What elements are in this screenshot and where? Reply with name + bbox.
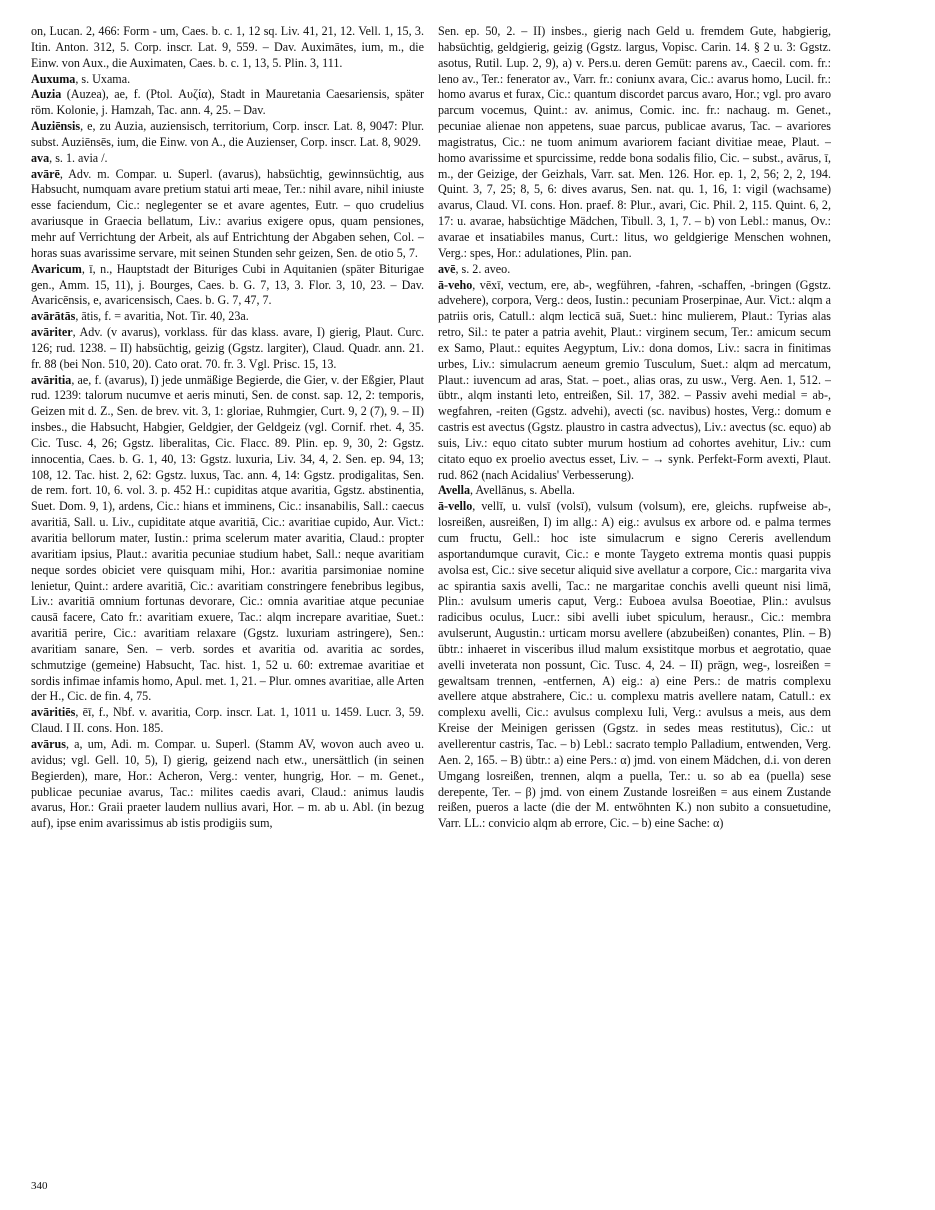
entry: on, Lucan. 2, 466: Form - um, Caes. b. c. 1, 12 sq. Liv. 41, 21, 12. Vell. 1, 15, 3. Itin. Anton. 312, 5. Corp. inscr. Lat. 9, 559. – Dav. Auximātes, ium, m., die Einw. von Aux., die Auximaten, Caes. b. c. 1, 13, 5. Plin. 3, 111. bbox=[31, 24, 424, 70]
headword: ava bbox=[31, 150, 50, 165]
headword: avārē bbox=[31, 166, 60, 181]
entry: Avella, Avellānus, s. Abella. bbox=[438, 483, 575, 498]
entry: avāritiēs, ēī, f., Nbf. v. avaritia, Corp. inscr. Lat. 1, 1011 u. 1459. Lucr. 3, 59. Claud. I II. cons. Hon. 185. bbox=[31, 705, 424, 736]
entry: avārē, Adv. m. Compar. u. Superl. (avarus), habsüchtig, gewinnsüchtig, aus Habsucht, numquam avare pretium statui arti meae, Ter.: nihil avare, nihil iniuste esse faciendum, Cic.: neglegenter se et avare agentes, Eutr. – quo crudelius avariusque in Graecia bellatum, Liv.: avarius exigere opus, quam pensiones, mehr auf Verrichtung der Arbeit, als auf Entrichtung der Abgaben sehen, Col. – horas suas avarissime servare, mit seinen Stunden sehr geizen, Sen. de otio 5, 7. bbox=[31, 166, 424, 260]
headword: Auxuma bbox=[31, 71, 76, 86]
entry: Auziēnsis, e, zu Auzia, auziensisch, territorium, Corp. inscr. Lat. 8, 9047: Plur. subst. Auziēnsēs, ium, die Einw. von A., die Auzienser, Corp. inscr. Lat. 8, 9029. bbox=[31, 119, 424, 149]
headword: avē bbox=[438, 261, 456, 276]
entry: Auxuma, s. Uxama. bbox=[31, 71, 131, 86]
headword: Auziēnsis bbox=[31, 119, 81, 134]
headword: avārus bbox=[31, 736, 66, 751]
entry: avārātās, ātis, f. = avaritia, Not. Tir. 40, 23a. bbox=[31, 309, 249, 324]
headword: avārātās bbox=[31, 309, 76, 324]
headword: Avaricum bbox=[31, 261, 82, 276]
right-column bbox=[438, 24, 831, 1184]
entry: Auzia (Auzea), ae, f. (Ptol. Αυζία), Stadt in Mauretania Caesariensis, später röm. Kolonie, j. Hamzah, Tac. ann. 4, 25. – Dav. bbox=[31, 87, 424, 118]
left-column bbox=[31, 24, 424, 1174]
entry: avāriter, Adv. (v avarus), vorklass. für das klass. avare, I) gierig, Plaut. Curc. 126; rud. 1238. – II) habsüchtig, geizig (Ggstz. largiter), Claud. Quadr. ann. 21. fr. 88 (bei Non. 510, 20). Cato orat. 70. fr. 3. Vgl. Prisc. 15, 13. bbox=[31, 325, 424, 371]
headword: avāriter bbox=[31, 325, 73, 340]
entry: avārus, a, um, Adi. m. Compar. u. Superl. (Stamm AV, wovon auch aveo u. avidus; vgl. Gell. 10, 5), I) gierig, geizend nach etw., unersättlich (in seinen Begierden), mare, Hor.: Acheron, Verg.: venter, hungrig, Hor. – m. Genet., publicae pecuniae avarus, Tac.: milites caedis avari, Claud.: animus laudis avarus, Hor.: Graii praeter laudem nullius avari, Hor. – m. ab u. Abl. (in bezug auf), ipse enim avarissimus ab istis prodigiis sum, bbox=[31, 736, 424, 831]
headword: avāritiēs bbox=[31, 705, 76, 720]
entry: Sen. ep. 50, 2. – II) insbes., gierig nach Geld u. fremdem Gute, habgierig, habsüchtig, geldgierig, geizig (Ggstz. largus, Vopisc. Carin. 14. § 2 u. 3: Ggstz. asotus, Rutil. Lup. 2, 9), a) v. Pers.u. deren Gemüt: parens av., Caecil. com. fr.: leno av., Ter.: fenerator av., Varr. fr.: coniunx avara, Cic.: avarus homo, Lucil. fr.: homo avarus et furax, Cic.: quantum discordet parcus avaro, Hor.; vgl. pro avaro parcum vocemus, Quint.: av. animus, Comic. inc. fr.: nachaug. m. Genet., pecuniae alienae non appetens, suae parcus, publicae avarus, Tac. – avariores magistratus, Cic.: ne tuom animum avariorem faciant divitiae meae, Plaut. – homo avarissime et spurcissime, redde bona sodalis filio, Cic. – subst., avārus, ī, m., der Geizige, der Geizhals, Varr. sat. Men. 126. Hor. ep. 1, 2, 56; 2, 2, 194. Quint. 3, 7, 25; 8, 5, 6: dives avarus, Sen. nat. qu. 1, 16, 1: vigil (wachsame) avarus, Claud. VI. cons. Hon. praef. 8: Plur., avari, Cic. Phil. 2, 115. Quint. 6, 2, 17: u. avarae, habsüchtige Mädchen, Tibull. 3, 1, 7. – b) von Lebl.: manus, Ov.: avarae et insatiabiles manus, Curt.: litus, wo geldgierige Menschen wohnen, Verg.: spes, Hor.: adulationes, Plin. pan. bbox=[438, 24, 831, 260]
headword: Avella bbox=[438, 483, 471, 498]
page-number: 340 bbox=[31, 1180, 48, 1192]
entry: Avaricum, ī, n., Hauptstadt der Bituriges Cubi in Aquitanien (später Biturigae gen., Amm. 15, 11), j. Bourges, Caes. b. G. 7, 13, 3. Flor. 3, 10, 23. – Dav. Avaricēnsis, e, avaricensisch, Caes. b. G. 7, 47, 7. bbox=[31, 261, 424, 308]
headword: avāritia bbox=[31, 372, 72, 387]
headword: Auzia bbox=[31, 87, 62, 102]
entry: ā-vello, vellī, u. vulsī (volsī), vulsum (volsum), ere, gleichs. rupfweise ab-, losreißen, ausreißen, I) im allg.: A) eig.: avulsus ex arbore od. e palma termes cum fructu, Gell.: hoc iste simulacrum e signo Cereris avellendum asportandumque curavit, Cic.: e monte Taygeto extrema montis quasi puppis avolsa est, Cic.: sive secetur aliquid sive avellatur a corpore, Cic.: margarita viva ac spirantia saxis avelli, Tac.: ne margaritae conchis avelli queunt nisi limā, Plin.: avulsum umeris caput, Verg.: Euboea avulsa Boeotiae, Plin.: avulsus radicibus oculus, Lucr.: sibi avelli iubet spiculum, herausr., Cic.: membra avulserunt, Augustin.: urticam morsu avellere (abzubeißen) conantes, Plin. – B) übtr.: inhaeret in visceribus illud malum exsistitque morbus et aegrotatio, quae avelli inveterata non possunt, Cic. Tusc. 4, 24. – II) prägn, weg-, losreißen = gewaltsam trennen, -entfernen, A) eig.: a) eine Pers.: de matris complexu avellere atque abstrahere, Cic.: u. complexu matris avellere natam, Catull.: ex complexu avelli, Cic.: avulsus complexu Iuli, Verg.: avulsus a meis, aus dem Kreise der Meinigen gerissen (Ggstz. in sedes meas restitutus), Cic.: ut avellerentur castris, Tac. – b) Lebl.: sacrato templo Palladium, entwenden, Verg. Aen. 2, 165. – B) übtr.: a) eine Pers.: α) jmd. von einem Mädchen, d.i. von deren Umgang losreißen, trennen, alqm a puella, Ter.: u. so ab ea (puella) sese derepente, Ter. – β) jmd. von einem Zustande losreißen = aus einem Zustande reißen, pueros a lacte (die der M. entwöhnten K.) non subito a consuetudine, Varr. LL.: convicio alqm ab errore, Cic. – b) eine Sache: α) bbox=[438, 499, 831, 831]
entry: ava, s. 1. avia /. bbox=[31, 150, 108, 165]
entry: avē, s. 2. aveo. bbox=[438, 261, 511, 276]
entry: avāritia, ae, f. (avarus), I) jede unmäßige Begierde, die Gier, v. der Eßgier, Plaut rud. 1239: talorum nucumve et aeris minuti, Sen. de const. sap. 12, 2: temporis, Geizen mit d. Z., Sen. de brev. vit. 3, 1: gloriae, Ruhmgier, Curt. 9, 2 (7), 9. – II) insbes., die Habsucht, Habgier, Geldgier, der Geldgeiz (vgl. Cornif. rhet. 4, 35. Cic. Tusc. 4, 26; Ggstz. liberalitas, Cic. Flacc. 89. Plin. ep. 9, 30, 2: Ggstz. innocentia, Caes. b. G. 1, 40, 13: Ggstz. luxuria, Liv. 34, 4, 2. Sen. ep. 94, 13; 108, 12. Tac. hist. 2, 62: Ggstz. luxus, Tac. ann. 4, 14: Ggstz. prodigalitas, Sen. de rem. fort. 10, 6. vol. 3. p. 452 H.: cupiditas atque avaritia, Ggstz. abstinentia, Suet. Dom. 9, 1), ardens, Cic.: hians et imminens, Cic.: insanabilis, Sall.: caecus avaritiā, Sall. u. Liv., cupiditate atque avaritiā, Cic.: avaritiae cupido, Aur. Vict.: avaritia bellorum mater, Iustin.: prima scelerum mater avaritia, Claud.: propter avaritiam ipsius, Plaut.: avaritia pecuniae studium habet, Sall.: neque avaritiam neque sordes obiciet vere quisquam mihi, Hor.: avaritia parsimoniae nomine lenietur, Quint.: ardere avaritiā, Cic.: avaritiam constringere fenebribus legibus, Liv.: avaritiā omnium fortunas devorare, Cic.: omnia avaritiae atque pecuniae causā facere, Cato fr.: avaritiam exuere, Tac.: alqm increpare avaritiae, Suet.: avaritiā perire, Cic.: avaritiam relaxare (Ggstz. luxuriam astringere), Sen.: avaritiam sanare, Sen. – verb. sordes et avaritia od. avaritia ac sordes, schmutzige (gemeine) Habsucht, Tac. hist. 1, 52 u. 60: extremae avaritiae et sordis infimae infamis homo, Apul. met. 1, 21. – Plur. omnes avaritiae, alle Arten der H., Cic. de fin. 4, 75. bbox=[31, 372, 424, 704]
headword: ā-vello bbox=[438, 499, 473, 514]
headword: ā-veho bbox=[438, 277, 473, 292]
entry: ā-veho, vēxī, vectum, ere, ab-, wegführen, -fahren, -schaffen, -bringen (Ggstz. advehere), corpora, Verg.: deos, Iustin.: pecuniam Proserpinae, Aur. Vict.: alqm a patriis oris, Catull.: alqm lecticā suā, Suet.: hinc mulierem, Plaut.: Tyrias alas retro, Sil.: te pater a patria avehit, Plaut.: virginem secum, Ter.: amicum secum ex Samo, Plaut.: equites Aegyptum, Liv.: dona domos, Liv.: sacra in finitimas urbes, Liv.: simulacrum aeneum gremio Tusculum, Suet.: alqm ad mercatum, Plaut.: iuvencum ad aras, Stat. – poet., alias oras, zu usw., Verg. Aen. 1, 512. – übtr., alqm instanti leto, entreißen, Sil. 17, 382. – Passiv avehi medial = ab-, wegfahren, -reiten (Ggstz. advehi), avecti (sc. navibus) hostes, Verg.: domum e castris est avectus (Ggstz. plaustro in castra advectus), Liv.: avectus (sc. equo) ab suis, Liv.: equo citato subter murum hostium ad cohortes avehitur, Liv.: cum citato equo ex proelio avectus esset, Liv. – → synk. Perfekt-Form avexti, Plaut. rud. 862 (nach Acidalius' Verbesserung). bbox=[438, 277, 831, 482]
